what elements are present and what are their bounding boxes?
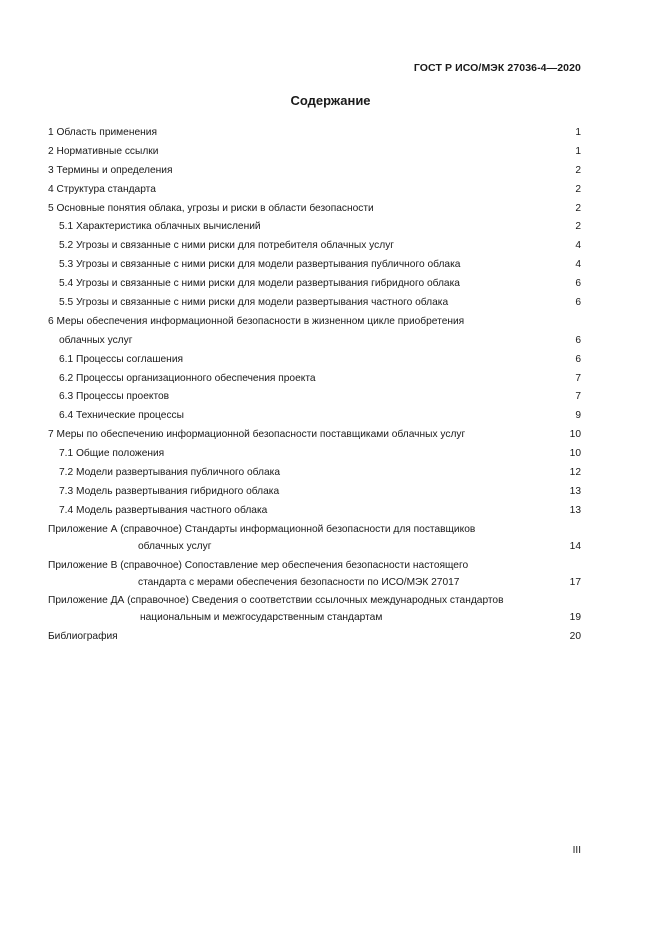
toc-entry[interactable] <box>48 181 581 200</box>
toc-subentry[interactable] <box>48 351 581 370</box>
toc-entry-first-line[interactable] <box>48 313 581 332</box>
toc-entry-text: 7.4 Модель развертывания частного облака <box>59 504 268 516</box>
toc-appendix-continuation[interactable] <box>48 574 581 593</box>
toc-appendix-first-line[interactable] <box>48 521 581 538</box>
toc-appendix-first-line[interactable] <box>48 557 581 574</box>
toc-entry-text: облачных услуг <box>59 334 133 346</box>
toc-entry[interactable] <box>48 143 581 162</box>
toc-entry-text: 5.2 Угрозы и связанные с ними риски для потребителя облачных услуг <box>59 240 395 252</box>
toc-subentry[interactable] <box>48 218 581 237</box>
toc-page-number: 20 <box>569 631 581 643</box>
toc-entry-text: 6.3 Процессы проектов <box>59 391 170 403</box>
toc-page-number: 4 <box>575 240 581 252</box>
toc-page-number: 10 <box>569 429 581 441</box>
toc-page-number: 4 <box>575 259 581 271</box>
toc-page-number: 19 <box>569 612 581 624</box>
toc-subentry[interactable] <box>48 388 581 407</box>
toc-entry-text: Приложение А (справочное) Стандарты информационной безопасности для поставщиков <box>48 523 476 535</box>
toc-page-number: 13 <box>569 504 581 516</box>
toc-page-number: 2 <box>575 164 581 176</box>
toc-entry-text: 7 Меры по обеспечению информационной безопасности поставщиками облачных услуг <box>48 429 466 441</box>
toc-appendix-first-line[interactable] <box>48 592 581 609</box>
toc-page-number: 6 <box>575 297 581 309</box>
toc-page-number: 6 <box>575 278 581 290</box>
toc-entry-text: национальным и межгосударственным стандартам <box>140 612 383 624</box>
toc-page-number: 7 <box>575 391 581 403</box>
toc-entry-text: 5.4 Угрозы и связанные с ними риски для модели развертывания гибридного облака <box>59 278 460 290</box>
toc-entry-continuation[interactable] <box>48 332 581 351</box>
toc-entry-text: облачных услуг <box>138 540 212 552</box>
toc-entry[interactable] <box>48 124 581 143</box>
toc-subentry[interactable] <box>48 237 581 256</box>
toc-entry-text: 5.1 Характеристика облачных вычислений <box>59 221 261 233</box>
toc-entry-text: Приложение ДА (справочное) Сведения о соответствии ссылочных международных стандартов <box>48 595 504 607</box>
toc-entry-text: 5.3 Угрозы и связанные с ними риски для модели развертывания публичного облака <box>59 259 461 271</box>
toc-entry-text: 4 Структура стандарта <box>48 183 156 195</box>
toc-subentry[interactable] <box>48 407 581 426</box>
toc-entry-text: 6.2 Процессы организационного обеспечения проекта <box>59 372 316 384</box>
toc-page-number: 7 <box>575 372 581 384</box>
toc-entry-text: 7.3 Модель развертывания гибридного облака <box>59 485 280 497</box>
toc-page-number: 12 <box>569 467 581 479</box>
toc-entry-text: 6 Меры обеспечения информационной безопасности в жизненном цикле приобретения <box>48 315 465 327</box>
toc-appendix-continuation[interactable] <box>48 609 581 628</box>
toc-subentry[interactable] <box>48 275 581 294</box>
document-id-header: ГОСТ Р ИСО/МЭК 27036-4—2020 <box>413 62 581 74</box>
toc-entry[interactable] <box>48 426 581 445</box>
toc-entry[interactable] <box>48 200 581 219</box>
toc-page-number: 2 <box>575 183 581 195</box>
toc-page-number: 1 <box>575 127 581 138</box>
toc-subentry[interactable] <box>48 445 581 464</box>
toc-appendix-continuation[interactable] <box>48 538 581 557</box>
toc-entry-text: 6.4 Технические процессы <box>59 410 184 422</box>
toc-entry-text: 5 Основные понятия облака, угрозы и риски в области безопасности <box>48 202 374 214</box>
toc-entry-text: 7.1 Общие положения <box>59 448 165 460</box>
toc-page-number: 1 <box>575 145 581 157</box>
toc-page-number: 14 <box>569 540 581 552</box>
toc-subentry[interactable] <box>48 464 581 483</box>
toc-entry-text: Библиография <box>48 631 118 643</box>
toc-page-number: 6 <box>575 353 581 365</box>
toc-entry-text: 7.2 Модели развертывания публичного облака <box>59 467 281 479</box>
toc-page-number: 2 <box>575 221 581 233</box>
page-number: III <box>572 845 581 856</box>
toc-entry-text: стандарта с мерами обеспечения безопасности по ИСО/МЭК 27017 <box>138 576 460 588</box>
toc-subentry[interactable] <box>48 294 581 313</box>
page-title: Содержание <box>290 93 371 108</box>
toc-entry-bibliography[interactable] <box>48 628 581 647</box>
toc-entry-text: 1 Область применения <box>48 127 157 138</box>
toc-page-number: 17 <box>569 576 581 588</box>
toc-page-number: 13 <box>569 485 581 497</box>
toc-entry-text: 5.5 Угрозы и связанные с ними риски для модели развертывания частного облака <box>59 297 449 309</box>
toc-page-number: 10 <box>569 448 581 460</box>
toc-entry-text: Приложение В (справочное) Сопоставление мер обеспечения безопасности настоящего <box>48 559 469 571</box>
toc-page-number: 9 <box>575 410 581 422</box>
toc-entry-text: 2 Нормативные ссылки <box>48 145 159 157</box>
toc-subentry[interactable] <box>48 256 581 275</box>
toc-subentry[interactable] <box>48 483 581 502</box>
toc-entry-text: 3 Термины и определения <box>48 164 173 176</box>
toc-subentry[interactable] <box>48 502 581 521</box>
toc-page-number: 6 <box>575 334 581 346</box>
toc-subentry[interactable] <box>48 370 581 389</box>
table-of-contents <box>48 124 581 647</box>
toc-entry[interactable] <box>48 162 581 181</box>
toc-page-number: 2 <box>575 202 581 214</box>
toc-entry-text: 6.1 Процессы соглашения <box>59 353 184 365</box>
